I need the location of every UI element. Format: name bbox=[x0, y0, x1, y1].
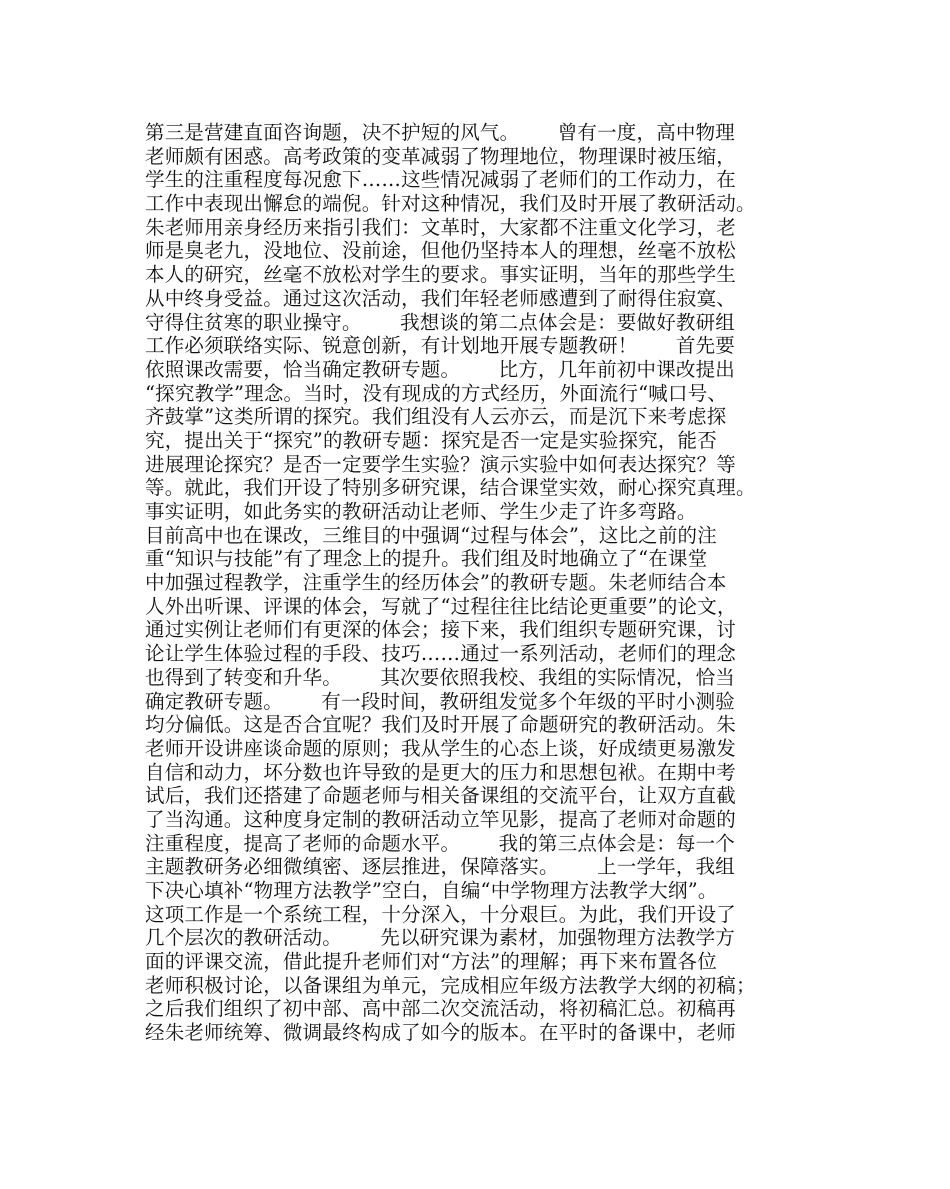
text-line: 论让学生体验过程的手段、技巧……通过一系列活动，老师们的理念 bbox=[145, 642, 737, 666]
text-line: 也得到了转变和升华。 其次要依照我校、我组的实际情况，恰当 bbox=[145, 665, 735, 689]
text-line: 究，提出关于“探究”的教研专题：探究是否一定是实验探究，能否 bbox=[145, 428, 717, 452]
text-line: 面的评课交流，借此提升老师们对“方法”的理解；再下来布置各位 bbox=[145, 950, 717, 974]
text-line: 朱老师用亲身经历来指引我们：文革时，大家都不注重文化学习，老 bbox=[145, 215, 737, 239]
text-line: 从中终身受益。通过这次活动，我们年轻老师感遭到了耐得住寂寞、 bbox=[145, 286, 737, 310]
text-line: 试后，我们还搭建了命题老师与相关备课组的交流平台，让双方直截 bbox=[145, 784, 737, 808]
text-line: 这项工作是一个系统工程，十分深入，十分艰巨。为此，我们开设了 bbox=[145, 902, 737, 926]
text-line: 本人的研究，丝毫不放松对学生的要求。事实证明，当年的那些学生 bbox=[145, 263, 737, 287]
body-text bbox=[145, 121, 825, 1045]
text-line: 老师颇有困惑。高考政策的变革减弱了物理地位，物理课时被压缩， bbox=[145, 144, 737, 168]
text-line: 人外出听课、评课的体会，写就了“过程往往比结论更重要”的论文， bbox=[145, 594, 737, 618]
text-line: “探究教学”理念。当时，没有现成的方式经历，外面流行“喊口号、 bbox=[145, 381, 728, 405]
text-line: 师是臭老九，没地位、没前途，但他仍坚持本人的理想，丝毫不放松 bbox=[145, 239, 737, 263]
text-line: 几个层次的教研活动。 先以研究课为素材，加强物理方法教学方 bbox=[145, 926, 735, 950]
text-line: 均分偏低。这是否合宜呢？我们及时开展了命题研究的教研活动。朱 bbox=[145, 713, 737, 737]
text-line: 等。就此，我们开设了特别多研究课，结合课堂实效，耐心探究真理。 bbox=[145, 476, 756, 500]
text-line: 学生的注重程度每况愈下……这些情况减弱了老师们的工作动力，在 bbox=[145, 168, 737, 192]
text-line: 注重程度，提高了老师的命题水平。 我的第三点体会是：每一个 bbox=[145, 831, 735, 855]
text-line: 中加强过程教学，注重学生的经历体会”的教研专题。朱老师结合本 bbox=[145, 571, 727, 595]
text-line: 进展理论探究？是否一定要学生实验？演示实验中如何表达探究？等 bbox=[145, 452, 737, 476]
text-line: 事实证明，如此务实的教研活动让老师、学生少走了许多弯路。 bbox=[145, 500, 697, 523]
text-line: 守得住贫寒的职业操守。 我想谈的第二点体会是：要做好教研组 bbox=[145, 310, 735, 334]
text-line: 确定教研专题。 有一段时间，教研组发觉多个年级的平时小测验 bbox=[145, 689, 735, 713]
text-line: 重“知识与技能”有了理念上的提升。我们组及时地确立了“在课堂 bbox=[145, 547, 708, 571]
text-line: 工作必须联络实际、锐意创新，有计划地开展专题教研！ 首先要 bbox=[145, 334, 735, 358]
text-line: 主题教研务必细微缜密、逐层推进，保障落实。 上一学年，我组 bbox=[145, 855, 735, 879]
text-line: 第三是营建直面咨询题，决不护短的风气。 曾有一度，高中物理 bbox=[145, 121, 735, 144]
text-line: 自信和动力，坏分数也许导致的是更大的压力和思想包袱。在期中考 bbox=[145, 760, 737, 784]
text-line: 目前高中也在课改，三维目的中强调“过程与体会”，这比之前的注 bbox=[145, 523, 717, 547]
text-line: 齐鼓掌”这类所谓的探究。我们组没有人云亦云，而是沉下来考虑探 bbox=[145, 405, 727, 429]
text-line: 依照课改需要，恰当确定教研专题。 比方，几年前初中课改提出 bbox=[145, 357, 735, 381]
text-line: 之后我们组织了初中部、高中部二次交流活动，将初稿汇总。初稿再 bbox=[145, 997, 737, 1021]
text-line: 工作中表现出懈怠的端倪。针对这种情况，我们及时开展了教研活动。 bbox=[145, 192, 756, 216]
text-line: 通过实例让老师们有更深的体会；接下来，我们组织专题研究课，讨 bbox=[145, 618, 737, 642]
text-line: 经朱老师统筹、微调最终构成了如今的版本。在平时的备课中，老师 bbox=[145, 1021, 737, 1045]
text-line: 老师开设讲座谈命题的原则；我从学生的心态上谈，好成绩更易激发 bbox=[145, 736, 737, 760]
text-line: 老师积极讨论，以备课组为单元，完成相应年级方法教学大纲的初稿； bbox=[145, 973, 756, 997]
text-line: 下决心填补“物理方法教学”空白，自编“中学物理方法教学大纲”。 bbox=[145, 879, 718, 902]
text-line: 了当沟通。这种度身定制的教研活动立竿见影，提高了老师对命题的 bbox=[145, 807, 737, 831]
